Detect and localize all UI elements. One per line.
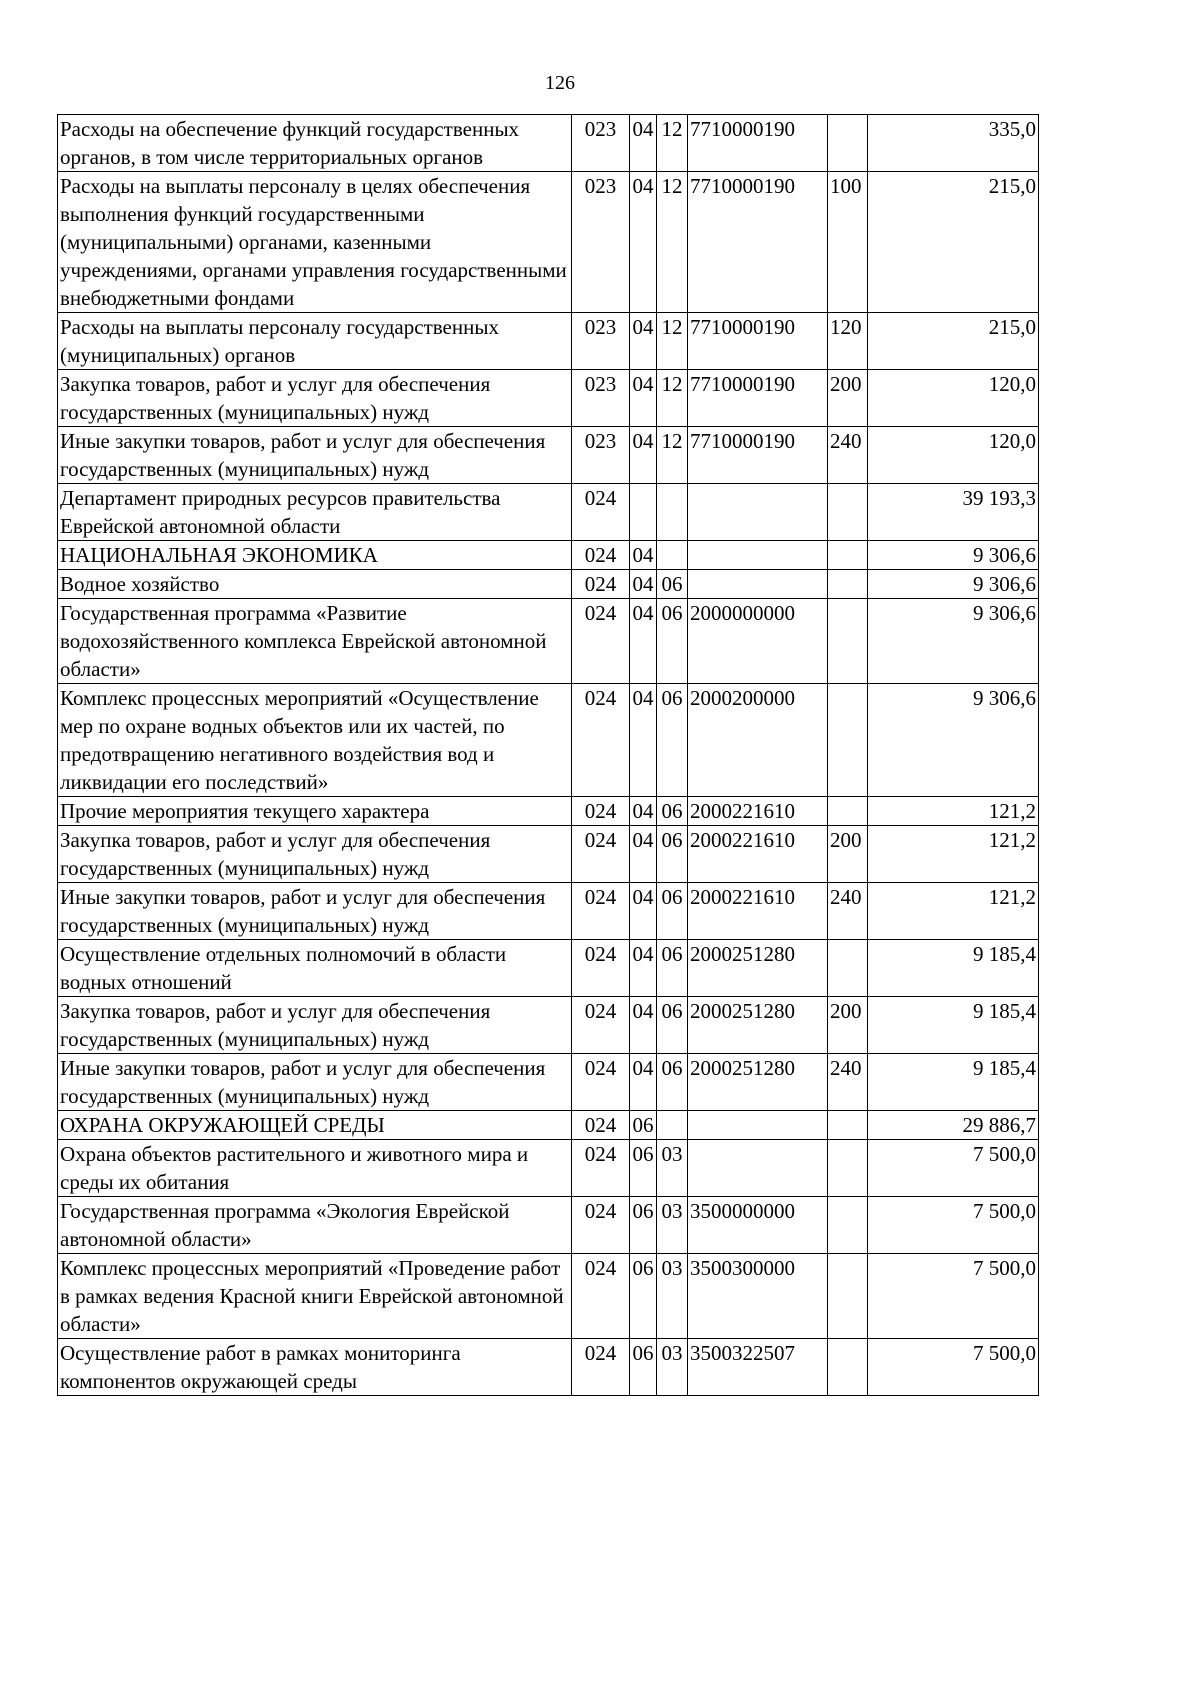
section-code-cell: 06 [630,1140,657,1197]
grbs-code-cell: 023 [572,115,630,172]
subsection-code-cell: 06 [657,797,688,826]
section-code-cell: 04 [630,313,657,370]
grbs-code-cell: 024 [572,599,630,684]
table-row [58,370,1039,427]
subsection-code-cell: 06 [657,826,688,883]
target-article-cell [688,1140,828,1197]
table-row [58,797,1039,826]
row-name-cell: Закупка товаров, работ и услуг для обеспечения государственных (муниципальных) нужд [58,370,572,427]
expense-type-cell [828,940,868,997]
amount-cell: 215,0 [868,172,1039,313]
amount-cell: 7 500,0 [868,1197,1039,1254]
section-code-cell: 06 [630,1197,657,1254]
subsection-code-cell: 12 [657,313,688,370]
expense-type-cell: 240 [828,1054,868,1111]
grbs-code-cell: 024 [572,1254,630,1339]
amount-cell: 121,2 [868,826,1039,883]
row-name-cell: НАЦИОНАЛЬНАЯ ЭКОНОМИКА [58,541,572,570]
amount-cell: 120,0 [868,370,1039,427]
target-article-cell: 3500300000 [688,1254,828,1339]
grbs-code-cell: 023 [572,313,630,370]
expense-type-cell: 200 [828,370,868,427]
expense-type-cell [828,541,868,570]
table-row [58,1197,1039,1254]
table-row [58,115,1039,172]
row-name-cell: Закупка товаров, работ и услуг для обеспечения государственных (муниципальных) нужд [58,997,572,1054]
amount-cell: 335,0 [868,115,1039,172]
grbs-code-cell: 024 [572,570,630,599]
budget-table-body [58,115,1039,1396]
subsection-code-cell: 03 [657,1197,688,1254]
expense-type-cell: 240 [828,883,868,940]
amount-cell: 9 185,4 [868,997,1039,1054]
section-code-cell: 04 [630,883,657,940]
grbs-code-cell: 024 [572,684,630,797]
section-code-cell: 04 [630,1054,657,1111]
row-name-cell: Охрана объектов растительного и животного мира и среды их обитания [58,1140,572,1197]
row-name-cell: Расходы на обеспечение функций государственных органов, в том числе территориальных органов [58,115,572,172]
budget-table [57,114,1039,1396]
row-name-cell: Иные закупки товаров, работ и услуг для обеспечения государственных (муниципальных) нужд [58,883,572,940]
amount-cell: 120,0 [868,427,1039,484]
subsection-code-cell: 06 [657,684,688,797]
subsection-code-cell: 12 [657,427,688,484]
table-row [58,1140,1039,1197]
grbs-code-cell: 024 [572,484,630,541]
subsection-code-cell: 12 [657,172,688,313]
grbs-code-cell: 024 [572,1140,630,1197]
amount-cell: 9 306,6 [868,684,1039,797]
grbs-code-cell: 024 [572,797,630,826]
section-code-cell: 04 [630,797,657,826]
target-article-cell: 2000000000 [688,599,828,684]
expense-type-cell [828,684,868,797]
target-article-cell [688,541,828,570]
expense-type-cell [828,484,868,541]
table-row [58,1054,1039,1111]
section-code-cell: 06 [630,1111,657,1140]
table-row [58,1254,1039,1339]
grbs-code-cell: 024 [572,826,630,883]
table-row [58,883,1039,940]
subsection-code-cell: 06 [657,599,688,684]
subsection-code-cell: 06 [657,940,688,997]
section-code-cell: 04 [630,370,657,427]
target-article-cell: 2000251280 [688,997,828,1054]
expense-type-cell [828,1197,868,1254]
table-row [58,427,1039,484]
section-code-cell: 04 [630,570,657,599]
row-name-cell: Иные закупки товаров, работ и услуг для обеспечения государственных (муниципальных) нужд [58,1054,572,1111]
target-article-cell: 2000200000 [688,684,828,797]
amount-cell: 9 306,6 [868,541,1039,570]
section-code-cell [630,484,657,541]
page-number: 126 [545,72,575,94]
grbs-code-cell: 024 [572,940,630,997]
grbs-code-cell: 024 [572,997,630,1054]
table-row [58,570,1039,599]
table-row [58,172,1039,313]
amount-cell: 7 500,0 [868,1140,1039,1197]
section-code-cell: 06 [630,1254,657,1339]
table-row [58,484,1039,541]
table-row [58,313,1039,370]
amount-cell: 9 185,4 [868,940,1039,997]
section-code-cell: 04 [630,541,657,570]
section-code-cell: 06 [630,1339,657,1396]
section-code-cell: 04 [630,826,657,883]
grbs-code-cell: 023 [572,172,630,313]
expense-type-cell: 120 [828,313,868,370]
row-name-cell: Комплекс процессных мероприятий «Проведение работ в рамках ведения Красной книги Еврейской автономной области» [58,1254,572,1339]
row-name-cell: Осуществление работ в рамках мониторинга компонентов окружающей среды [58,1339,572,1396]
expense-type-cell [828,1339,868,1396]
expense-type-cell [828,570,868,599]
table-row [58,684,1039,797]
table-row [58,826,1039,883]
amount-cell: 215,0 [868,313,1039,370]
section-code-cell: 04 [630,684,657,797]
target-article-cell [688,1111,828,1140]
table-row [58,541,1039,570]
expense-type-cell: 240 [828,427,868,484]
amount-cell: 7 500,0 [868,1339,1039,1396]
subsection-code-cell [657,541,688,570]
amount-cell: 121,2 [868,797,1039,826]
target-article-cell: 7710000190 [688,427,828,484]
subsection-code-cell: 03 [657,1339,688,1396]
subsection-code-cell: 03 [657,1140,688,1197]
target-article-cell: 7710000190 [688,115,828,172]
grbs-code-cell: 024 [572,541,630,570]
amount-cell: 7 500,0 [868,1254,1039,1339]
expense-type-cell [828,599,868,684]
grbs-code-cell: 023 [572,427,630,484]
row-name-cell: Комплекс процессных мероприятий «Осуществление мер по охране водных объектов или их частей, по предотвращению негативного воздействия вод и ликвидации его последствий» [58,684,572,797]
section-code-cell: 04 [630,427,657,484]
grbs-code-cell: 024 [572,1339,630,1396]
row-name-cell: Иные закупки товаров, работ и услуг для обеспечения государственных (муниципальных) нужд [58,427,572,484]
target-article-cell: 2000251280 [688,1054,828,1111]
target-article-cell: 7710000190 [688,313,828,370]
row-name-cell: Прочие мероприятия текущего характера [58,797,572,826]
subsection-code-cell: 06 [657,1054,688,1111]
subsection-code-cell: 06 [657,883,688,940]
amount-cell: 9 306,6 [868,570,1039,599]
expense-type-cell [828,797,868,826]
target-article-cell: 2000221610 [688,883,828,940]
row-name-cell: Расходы на выплаты персоналу в целях обеспечения выполнения функций государственными (муниципальными) органами, казенными учреждениями, органами управления государственными внебюджетными фондами [58,172,572,313]
expense-type-cell [828,1254,868,1339]
expense-type-cell [828,115,868,172]
row-name-cell: Департамент природных ресурсов правительства Еврейской автономной области [58,484,572,541]
subsection-code-cell: 06 [657,570,688,599]
row-name-cell: Расходы на выплаты персоналу государственных (муниципальных) органов [58,313,572,370]
expense-type-cell: 200 [828,997,868,1054]
subsection-code-cell [657,1111,688,1140]
section-code-cell: 04 [630,997,657,1054]
amount-cell: 9 306,6 [868,599,1039,684]
subsection-code-cell: 06 [657,997,688,1054]
target-article-cell: 7710000190 [688,172,828,313]
amount-cell: 9 185,4 [868,1054,1039,1111]
target-article-cell: 7710000190 [688,370,828,427]
row-name-cell: Осуществление отдельных полномочий в области водных отношений [58,940,572,997]
table-row [58,940,1039,997]
amount-cell: 121,2 [868,883,1039,940]
subsection-code-cell: 12 [657,115,688,172]
section-code-cell: 04 [630,172,657,313]
row-name-cell: Водное хозяйство [58,570,572,599]
grbs-code-cell: 024 [572,1197,630,1254]
table-row [58,1339,1039,1396]
subsection-code-cell: 12 [657,370,688,427]
table-row [58,1111,1039,1140]
row-name-cell: Закупка товаров, работ и услуг для обеспечения государственных (муниципальных) нужд [58,826,572,883]
table-row [58,599,1039,684]
grbs-code-cell: 024 [572,1111,630,1140]
expense-type-cell [828,1111,868,1140]
section-code-cell: 04 [630,115,657,172]
section-code-cell: 04 [630,940,657,997]
expense-type-cell [828,1140,868,1197]
grbs-code-cell: 024 [572,883,630,940]
target-article-cell: 2000251280 [688,940,828,997]
row-name-cell: ОХРАНА ОКРУЖАЮЩЕЙ СРЕДЫ [58,1111,572,1140]
grbs-code-cell: 024 [572,1054,630,1111]
amount-cell: 29 886,7 [868,1111,1039,1140]
row-name-cell: Государственная программа «Экология Еврейской автономной области» [58,1197,572,1254]
target-article-cell: 2000221610 [688,797,828,826]
target-article-cell [688,570,828,599]
table-row [58,997,1039,1054]
target-article-cell [688,484,828,541]
target-article-cell: 2000221610 [688,826,828,883]
grbs-code-cell: 023 [572,370,630,427]
target-article-cell: 3500000000 [688,1197,828,1254]
expense-type-cell: 100 [828,172,868,313]
section-code-cell: 04 [630,599,657,684]
row-name-cell: Государственная программа «Развитие водохозяйственного комплекса Еврейской автономной области» [58,599,572,684]
target-article-cell: 3500322507 [688,1339,828,1396]
amount-cell: 39 193,3 [868,484,1039,541]
subsection-code-cell: 03 [657,1254,688,1339]
subsection-code-cell [657,484,688,541]
expense-type-cell: 200 [828,826,868,883]
